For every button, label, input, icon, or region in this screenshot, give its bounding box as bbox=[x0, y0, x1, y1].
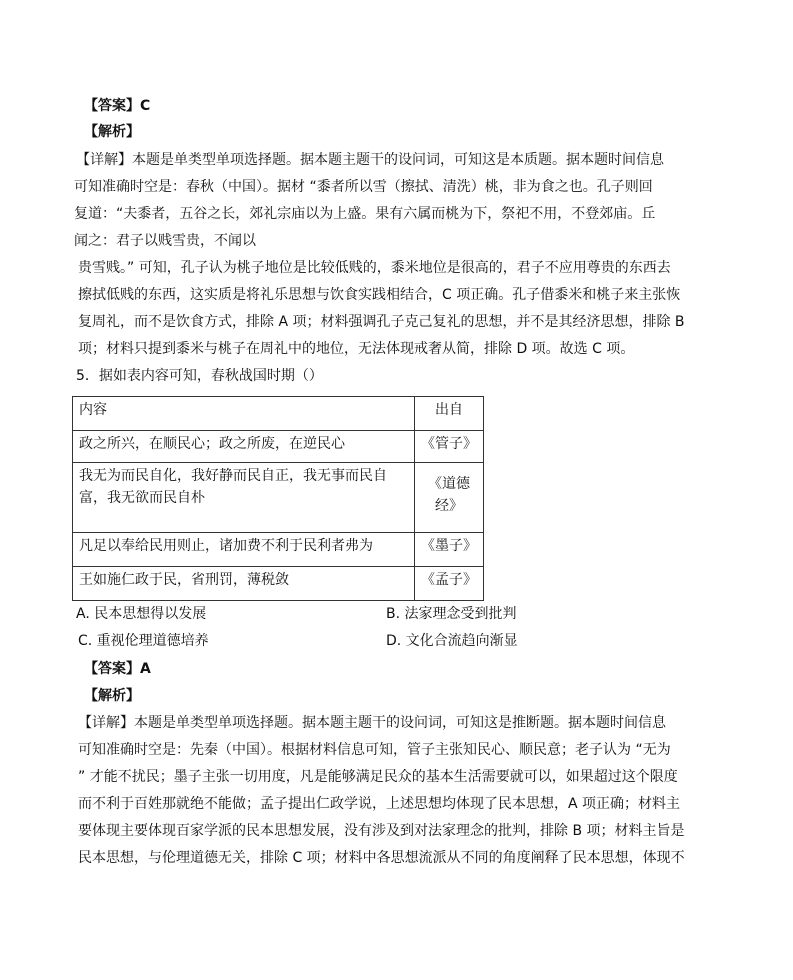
table-row bbox=[73, 431, 484, 463]
cell-source: 《孟子》 bbox=[415, 567, 484, 601]
table-header-row bbox=[73, 397, 484, 431]
q5-explanation-line: 可知准确时空是：先秦（中国）。根据材料信息可知，管子主张知民心、顺民意；老子认为 “无为 bbox=[78, 742, 671, 758]
source-table bbox=[72, 396, 484, 601]
q4-explanation-line: 项；材料只提到黍米与桃子在周礼中的地位，无法体现戒奢从简，排除 D 项。故选 C 项。 bbox=[78, 341, 635, 357]
answer-label: 【答案】 bbox=[84, 98, 140, 114]
cell-content: 凡足以奉给民用则止，诸加费不利于民利者弗为 bbox=[73, 533, 415, 567]
q5-explanation-line: 要体现主要体现百家学派的民本思想发展，没有涉及到对法家理念的批判，排除 B 项；材料主旨是 bbox=[78, 823, 685, 839]
answer-value: A bbox=[140, 661, 151, 677]
answer-value: C bbox=[140, 98, 151, 114]
cell-content: 王如施仁政于民，省刑罚，薄税敛 bbox=[73, 567, 415, 601]
q4-explanation-line: 复道：“夫黍者，五谷之长，郊礼宗庙以为上盛。果有六属而桃为下，祭祀不用，不登郊庙。丘 bbox=[74, 206, 656, 222]
q5-explanation-line: 而不利于百姓那就绝不能做；孟子提出仁政学说，上述思想均体现了民本思想，A 项正确；材料主 bbox=[78, 796, 681, 812]
q5-analysis-label: 【解析】 bbox=[84, 688, 140, 704]
q4-explanation-line: 复周礼，而不是饮食方式，排除 A 项；材料强调孔子克己复礼的思想，并不是其经济思想，排除 B bbox=[78, 314, 685, 330]
q4-explanation-line: 擦拭低贱的东西，这实质是将礼乐思想与饮食实践相结合，C 项正确。孔子借黍米和桃子来主张恢 bbox=[78, 287, 681, 303]
q5-stem: 5．据如表内容可知，春秋战国时期（） bbox=[76, 368, 323, 384]
option-c: C. 重视伦理道德培养 bbox=[78, 633, 209, 649]
q5-explanation-line: 民本思想，与伦理道德无关，排除 C 项；材料中各思想流派从不同的角度阐释了民本思想，体现不 bbox=[78, 850, 685, 866]
cell-content: 我无为而民自化，我好静而民自正，我无事而民自富，我无欲而民自朴 bbox=[73, 463, 415, 533]
answer-label: 【答案】 bbox=[84, 661, 140, 677]
option-b: B. 法家理念受到批判 bbox=[386, 606, 517, 622]
cell-source: 《管子》 bbox=[415, 431, 484, 463]
q5-explanation-line: 【详解】本题是单类型单项选择题。据本题主题干的设问词，可知这是推断题。据本题时间信息 bbox=[78, 715, 666, 731]
cell-source: 《道德经》 bbox=[415, 463, 484, 533]
q4-analysis-label: 【解析】 bbox=[84, 124, 140, 140]
q4-explanation-line: 可知准确时空是：春秋（中国）。据材 “黍者所以雪（擦拭、清洗）桃，非为食之也。孔子则回 bbox=[74, 179, 653, 195]
cell-source: 《墨子》 bbox=[415, 533, 484, 567]
header-content: 内容 bbox=[73, 397, 415, 431]
table-row bbox=[73, 567, 484, 601]
q5-explanation-line: ” 才能不扰民；墨子主张一切用度，凡是能够满足民众的基本生活需要就可以，如果超过这个限度 bbox=[78, 769, 678, 785]
q4-explanation-line: 贵雪贱。” 可知，孔子认为桃子地位是比较低贱的，黍米地位是很高的，君子不应用尊贵的东西去 bbox=[78, 260, 671, 276]
option-a: A. 民本思想得以发展 bbox=[76, 606, 207, 622]
q4-explanation-line: 【详解】本题是单类型单项选择题。据本题主题干的设问词，可知这是本质题。据本题时间信息 bbox=[76, 152, 664, 168]
q4-answer bbox=[84, 96, 150, 116]
q5-answer bbox=[84, 659, 151, 679]
option-d: D. 文化合流趋向渐显 bbox=[386, 633, 518, 649]
header-source: 出自 bbox=[415, 397, 484, 431]
q4-explanation-line: 闻之：君子以贱雪贵，不闻以 bbox=[74, 233, 256, 249]
table-row bbox=[73, 533, 484, 567]
cell-content: 政之所兴，在顺民心；政之所废，在逆民心 bbox=[73, 431, 415, 463]
table-row bbox=[73, 463, 484, 533]
